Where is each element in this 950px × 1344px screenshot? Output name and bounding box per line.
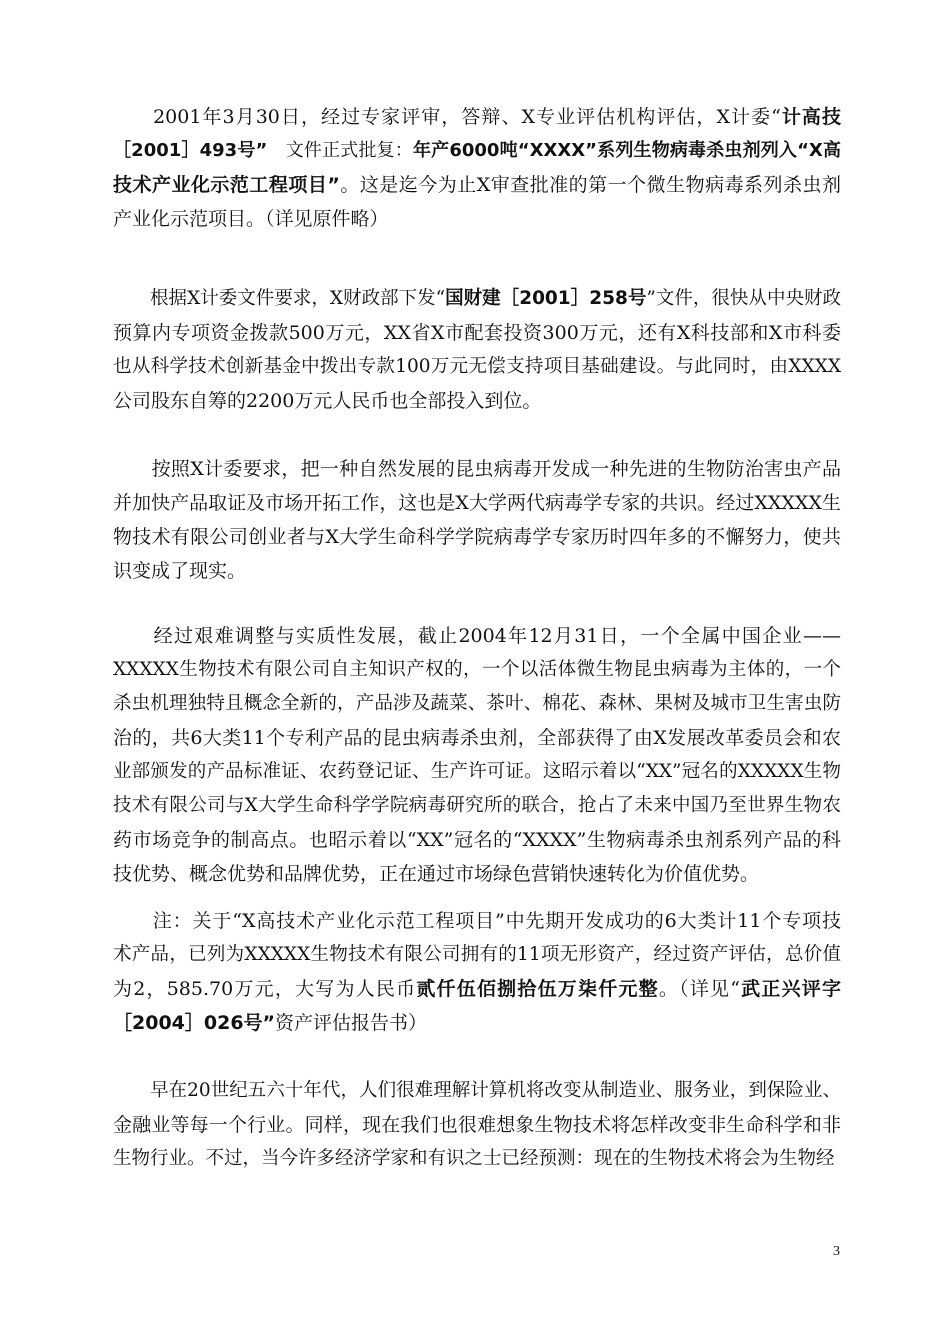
text-segment: 药市场竞争的制高点。也昭示着以“XX”冠名的“XXXX”生物病毒杀虫剂系列产品的科 (113, 829, 841, 851)
text-line (113, 904, 841, 938)
text-line (113, 938, 841, 972)
text-line (113, 100, 841, 134)
text-segment: 2001年3月30日，经过专家评审，答辩、X专业评估机构评估，X计委“ (113, 106, 781, 128)
text-line (113, 619, 841, 653)
text-line (113, 202, 841, 236)
text-segment: 。（详见“ (658, 978, 740, 1000)
text-line (113, 823, 841, 857)
page-number: 3 (833, 1244, 840, 1259)
text-segment: 并加快产品取证及市场开拓工作，这也是X大学两代病毒学专家的共识。经过XXXXX生 (113, 492, 841, 514)
text-line (113, 134, 841, 168)
text-segment: 根据X计委文件要求，X财政部下发“ (113, 288, 446, 309)
paragraph-cooperation (113, 452, 841, 588)
text-line (113, 1006, 841, 1040)
text-segment: 技优势、概念优势和品牌优势，正在通过市场绿色营销快速转化为价值优势。 (113, 863, 760, 885)
text-segment: 文件正式批复： (267, 140, 413, 161)
bold-text: 计高技 (780, 106, 841, 128)
text-segment: 预算内专项资金拨款500万元，XX省X市配套投资300万元，还有X科技部和X市科委 (113, 322, 841, 344)
text-segment: 杀虫机理独特且概念全新的，产品涉及蔬菜、茶叶、棉花、森林、果树及城市卫生害虫防 (113, 693, 841, 714)
text-segment: 也从科学技术创新基金中拨出专款100万元无偿支持项目基础建设。与此同时，由XXXX (113, 356, 841, 377)
paragraph-outlook (113, 1074, 841, 1176)
text-segment: 产业化示范项目。（详见原件略） (113, 208, 389, 230)
text-line (113, 350, 841, 384)
text-segment: 治的，共6大类11个专利产品的昆虫病毒杀虫剂，全部获得了由X发展改革委员会和农 (113, 727, 841, 749)
text-line (113, 452, 841, 486)
text-line (113, 789, 841, 823)
text-segment: 。这是迄今为止X审查批准的第一个微生物病毒系列杀虫剂 (339, 174, 841, 196)
text-segment: 物技术有限公司创业者与X大学生命科学学院病毒学专家历时四年多的不懈努力，使共 (113, 526, 841, 548)
text-segment: 经过艰难调整与实质性发展，截止2004年12月31日，一个全属中国企业—— (113, 625, 841, 647)
paragraph-approval (113, 100, 841, 236)
text-line (113, 972, 841, 1006)
text-line (113, 721, 841, 755)
bold-text: 年产6000吨“XXXX”系列生物病毒杀虫剂列入“X高 (413, 140, 841, 161)
text-segment: 注：关于“X高技术产业化示范工程项目”中先期开发成功的6大类计11个专项技 (113, 910, 841, 932)
text-segment: 金融业等每一个行业。同样，现在我们也很难想象生物技术将怎样改变非生命科学和非 (113, 1114, 841, 1136)
paragraph-development (113, 619, 841, 891)
text-segment: 为2，585.70万元，大写为人民币 (113, 978, 417, 1000)
text-segment: ”文件，很快从中央财政 (646, 288, 841, 309)
text-line (113, 316, 841, 350)
paragraph-note (113, 904, 841, 1040)
bold-text: 技术产业化示范工程项目” (113, 174, 340, 196)
text-line (113, 653, 841, 687)
text-line (113, 857, 841, 891)
text-line (113, 1142, 841, 1176)
text-segment: XXXXX生物技术有限公司自主知识产权的，一个以活体微生物昆虫病毒为主体的，一个 (113, 659, 841, 680)
text-line (113, 1074, 841, 1108)
text-segment: 术产品，已列为XXXXX生物技术有限公司拥有的11项无形资产，经过资产评估，总价值 (113, 944, 841, 965)
text-segment: 生物行业。不过，当今许多经济学家和有识之士已经预测：现在的生物技术将会为生物经 (113, 1148, 835, 1169)
text-line (113, 384, 841, 418)
paragraph-funding (113, 282, 841, 418)
text-segment: 早在20世纪五六十年代，人们很难理解计算机将改变从制造业、服务业，到保险业、 (113, 1080, 841, 1101)
bold-text: 武正兴评字 (739, 978, 841, 1000)
text-segment: 按照X计委要求，把一种自然发展的昆虫病毒开发成一种先进的生物防治害虫产品 (113, 458, 841, 480)
text-line (113, 687, 841, 721)
text-segment: 技术有限公司与X大学生命科学学院病毒研究所的联合，抢占了未来中国乃至世界生物农 (113, 795, 841, 816)
text-line (113, 520, 841, 554)
text-line (113, 1108, 841, 1142)
text-line (113, 755, 841, 789)
text-line (113, 486, 841, 520)
text-line (113, 168, 841, 202)
text-segment: 公司股东自筹的2200万元人民币也全部投入到位。 (113, 390, 542, 412)
bold-text: 国财建［2001］258号 (445, 288, 647, 309)
text-segment: 业部颁发的产品标准证、农药登记证、生产许可证。这昭示着以“XX”冠名的XXXXX生物 (113, 761, 841, 782)
text-segment: 识变成了现实。 (113, 560, 247, 582)
text-line (113, 282, 841, 316)
text-segment: 资产评估报告书） (275, 1012, 428, 1034)
bold-text: ［2001］493号” (113, 140, 268, 161)
bold-text: 贰仟伍佰捌拾伍万柒仟元整 (416, 978, 659, 1000)
bold-text: ［2004］026号” (113, 1012, 276, 1034)
text-line (113, 554, 841, 588)
